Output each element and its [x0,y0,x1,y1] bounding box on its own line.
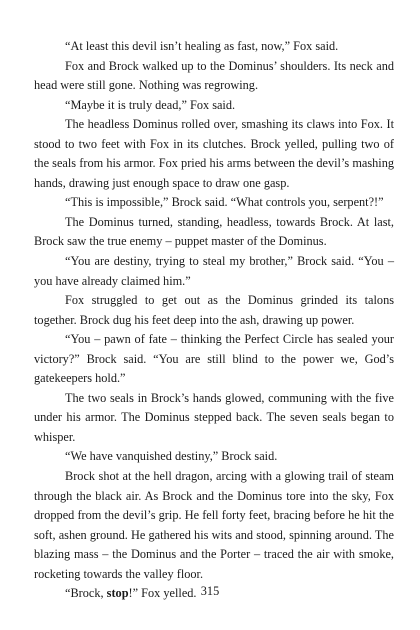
paragraph: “At least this devil isn’t healing as fast, now,” Fox said. [65,39,339,53]
final-line-end: !” Fox yelled. [128,586,197,601]
paragraph: “Maybe it is truly dead,” Fox said. [65,97,236,112]
paragraph: The Dominus turned, standing, headless, towards Brock. At last, Brock saw the true enemy – puppet master of the Dominus. [34,214,394,249]
paragraph: “You are destiny, trying to steal my brother,” Brock said. “You – you have already claimed him.” [34,254,394,288]
paragraph: “You – pawn of fate – thinking the Perfect Circle has sealed your victory?” Brock said. “You are still blind to the power we, God’s gatekeepers hold.” [34,332,394,386]
paragraph: Fox and Brock walked up to the Dominus’ shoulders. Its neck and head were still gone. Nothing was regrowing. [34,58,394,93]
emphasized-word: stop [106,586,129,601]
final-line-start: “Brock, [65,586,107,601]
paragraph: Brock shot at the hell dragon, arcing with a glowing trail of steam through the black air. As Brock and the Dominus tore into the sky, Fox dropped from the devil’s grip. He fell forty feet, bracing before he hit the soft, ashen ground. He gathered his wits and stood, spinning around. The blazing mass – the Dominus and the Porter – traced the air with smoke, rocketing towards the valley floor. [34,469,394,581]
paragraph: The two seals in Brock’s hands glowed, communing with the five under his armor. The Dominus stepped back. The seven seals began to whisper. [34,390,394,444]
paragraph: “This is impossible,” Brock said. “What controls you, serpent?!” [65,195,384,210]
paragraph: “We have vanquished destiny,” Brock said. [65,449,278,464]
body-text [34,37,394,604]
page-number: 315 [200,584,220,598]
paragraph: Fox struggled to get out as the Dominus grinded its talons together. Brock dug his feet deep into the ash, drawing up power. [34,293,394,327]
paragraph: The headless Dominus rolled over, smashing its claws into Fox. It stood to two feet with Fox in its clutches. Brock yelled, pulling two of the seals from his armor. Fox pried his arms between the devil’s mashing hands, drawing just enough space to draw one gasp. [34,117,394,190]
